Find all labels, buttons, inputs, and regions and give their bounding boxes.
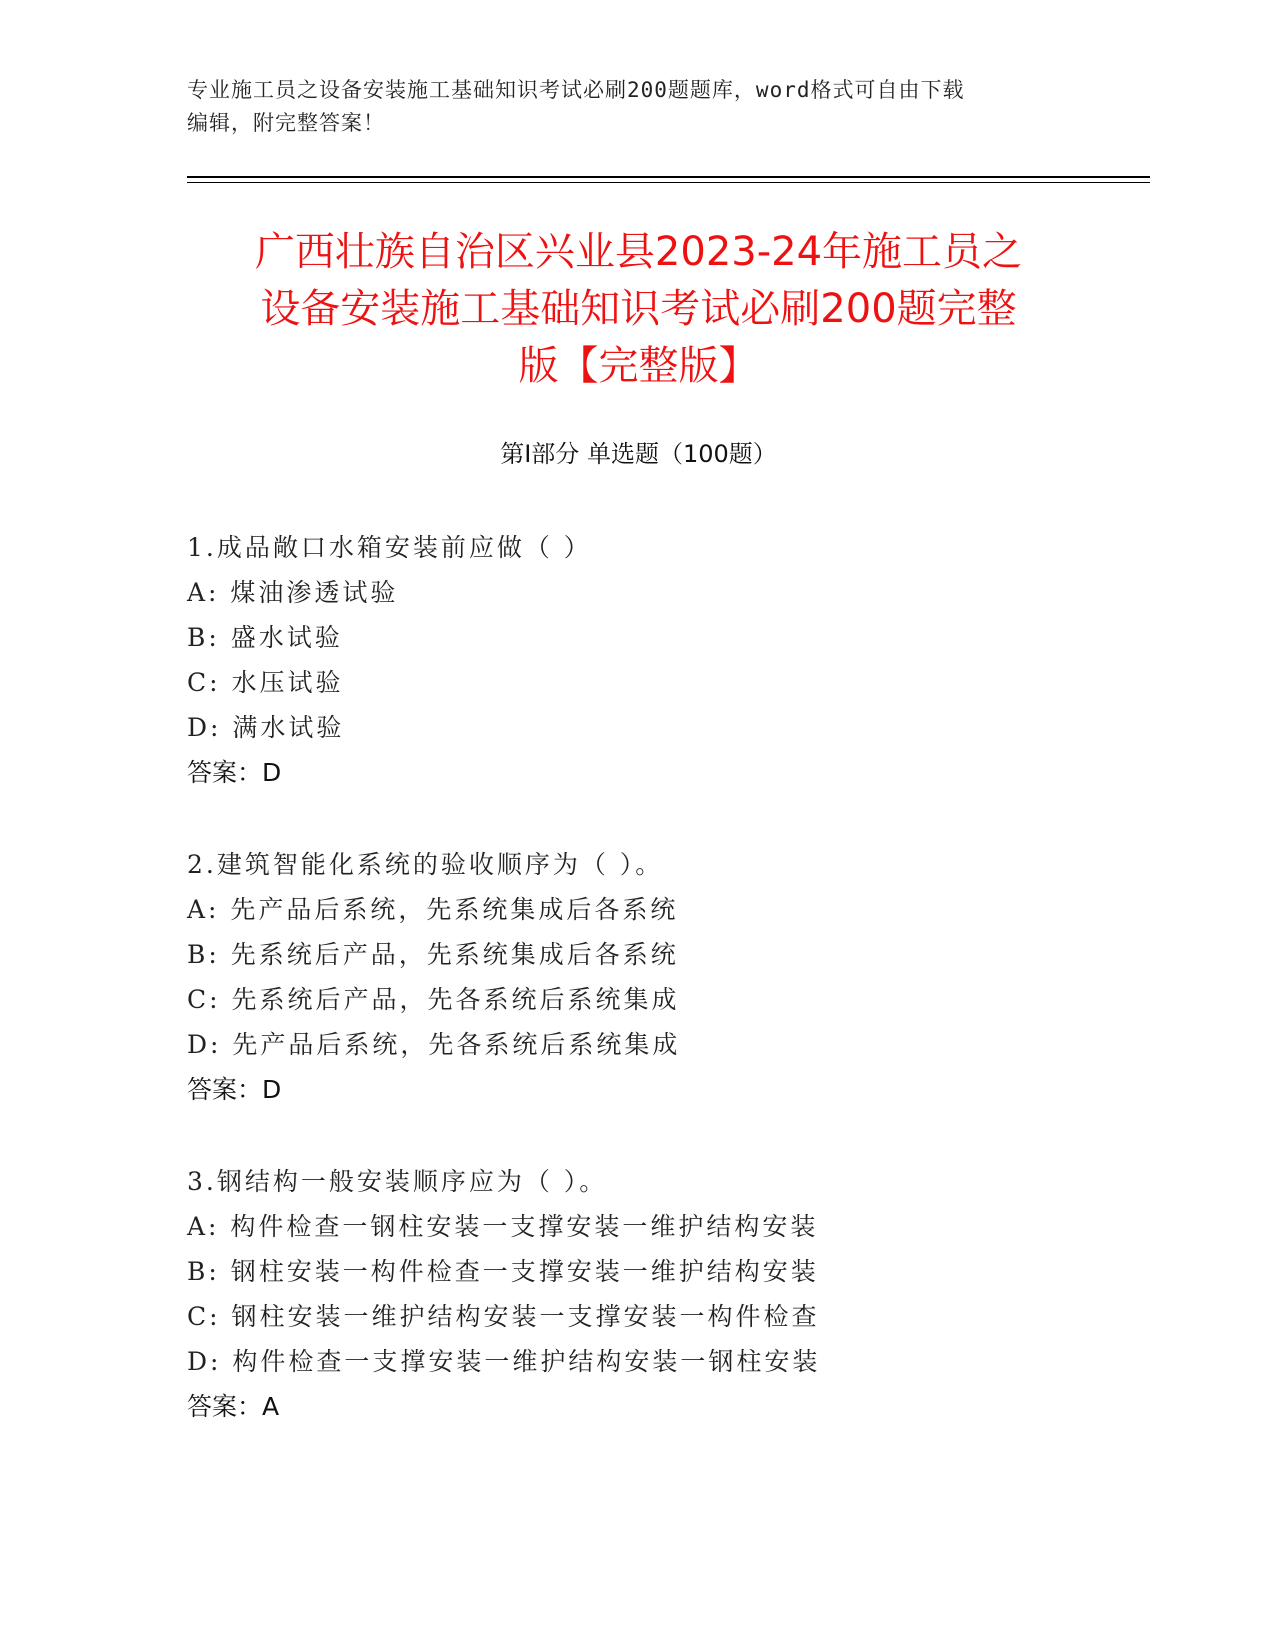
question-item: [187, 1159, 1087, 1429]
question-stem: 3.钢结构一般安装顺序应为（ ）。: [187, 1167, 608, 1196]
option-a: A: 构件检查一钢柱安装一支撑安装一维护结构安装: [187, 1212, 819, 1241]
option-b: B: 盛水试验: [187, 623, 343, 652]
option-c: C: 水压试验: [187, 668, 344, 697]
answer-label: 答案：D: [187, 1075, 282, 1104]
header-divider-thick: [187, 176, 1150, 178]
header-divider-thin: [187, 182, 1150, 183]
section-title: 第Ⅰ部分 单选题（100题）: [500, 440, 777, 468]
option-c: C: 先系统后产品，先各系统后系统集成: [187, 985, 680, 1014]
option-d: D: 满水试验: [187, 713, 345, 742]
header-note-line-1: 专业施工员之设备安装施工基础知识考试必刷200题题库，word格式可自由下载: [187, 78, 965, 102]
option-a: A: 煤油渗透试验: [187, 578, 399, 607]
document-title-line-2: 设备安装施工基础知识考试必刷200题完整: [260, 286, 1017, 332]
option-d: D: 构件检查一支撑安装一维护结构安装一钢柱安装: [187, 1347, 821, 1376]
question-stem: 1.成品敞口水箱安装前应做（ ）: [187, 533, 592, 562]
question-item: [187, 842, 1087, 1112]
question-item: [187, 525, 1087, 795]
option-d: D: 先产品后系统，先各系统后系统集成: [187, 1030, 681, 1059]
header-note: [187, 74, 1087, 140]
option-a: A: 先产品后系统，先系统集成后各系统: [187, 895, 679, 924]
option-c: C: 钢柱安装一维护结构安装一支撑安装一构件检查: [187, 1302, 820, 1331]
answer-label: 答案：A: [187, 1392, 280, 1421]
document-title-line-1: 广西壮族自治区兴业县2023-24年施工员之: [254, 229, 1023, 275]
answer-label: 答案：D: [187, 758, 282, 787]
option-b: B: 先系统后产品，先系统集成后各系统: [187, 940, 679, 969]
option-b: B: 钢柱安装一构件检查一支撑安装一维护结构安装: [187, 1257, 819, 1286]
header-note-line-2: 编辑，附完整答案！: [187, 111, 385, 135]
document-title-line-3: 版【完整版】: [518, 343, 759, 389]
question-list: [187, 525, 1087, 1429]
question-stem: 2.建筑智能化系统的验收顺序为（ ）。: [187, 850, 664, 879]
document-title: [187, 224, 1090, 395]
